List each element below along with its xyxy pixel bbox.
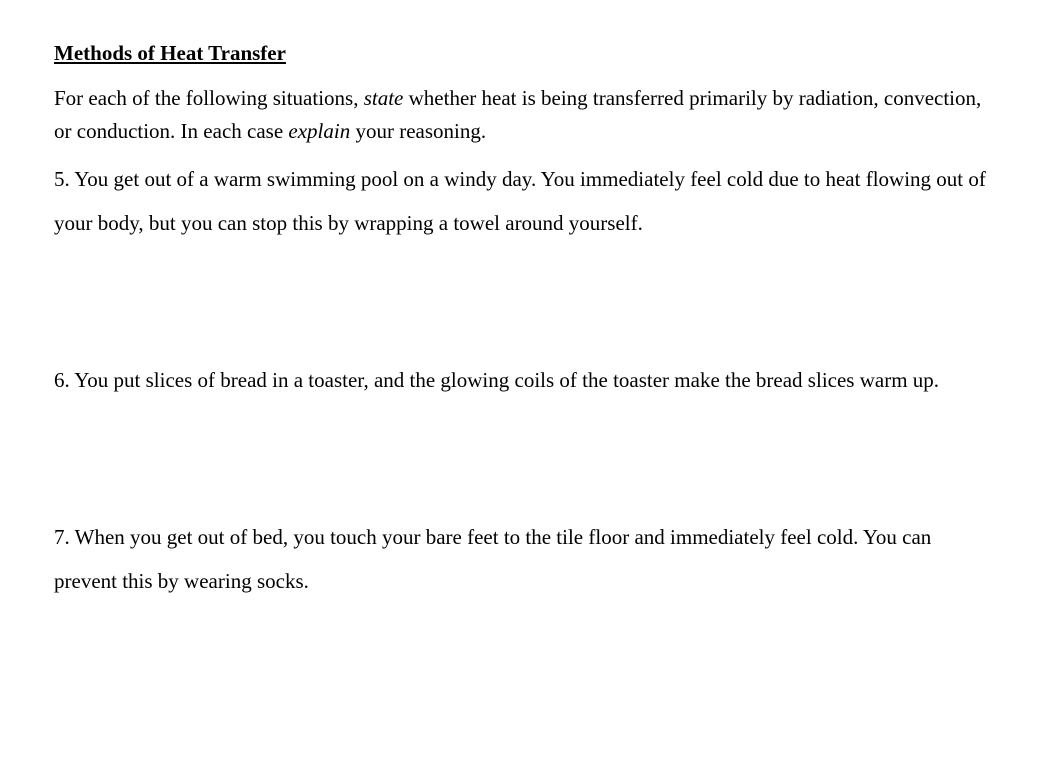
question-5: 5. You get out of a warm swimming pool on a windy day. You immediately feel cold due to heat flowing out of your body, but you can stop this by wrapping a towel around yourself. [54, 167, 986, 235]
instructions-paragraph [54, 82, 994, 148]
instructions-emphasis-explain: explain [288, 119, 351, 143]
instructions-text-2: whether heat is being transferred primarily by radiation, convection, or conduction. In each case [54, 86, 982, 143]
instructions-text-1: For each of the following situations, [54, 86, 364, 110]
question-7: 7. When you get out of bed, you touch your bare feet to the tile floor and immediately feel cold. You can prevent this by wearing socks. [54, 525, 932, 593]
page-title: Methods of Heat Transfer [54, 41, 286, 65]
question-6: 6. You put slices of bread in a toaster, and the glowing coils of the toaster make the bread slices warm up. [54, 368, 940, 392]
worksheet-page [54, 38, 994, 603]
instructions-text-3: your reasoning. [350, 119, 487, 143]
instructions-emphasis-state: state [363, 86, 404, 110]
